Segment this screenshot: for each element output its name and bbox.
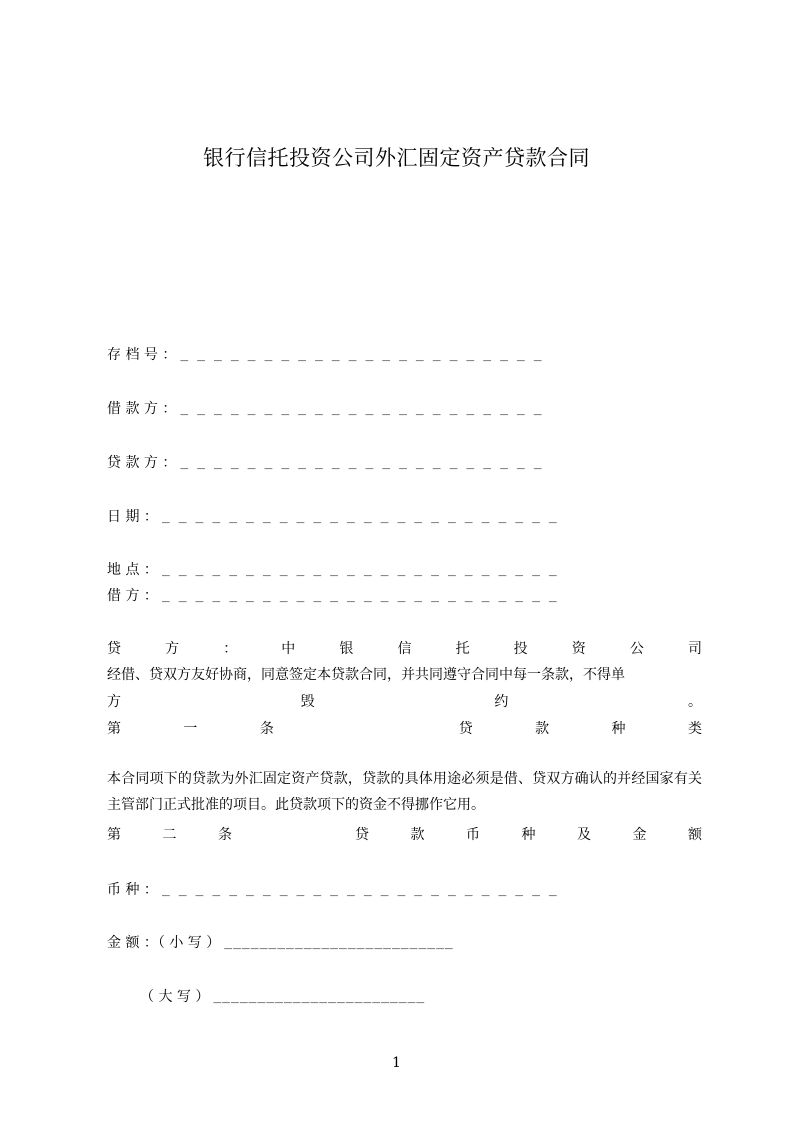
breach-row-char: 方 (107, 694, 121, 710)
article-2-char: 及 (577, 827, 591, 843)
lender-row-char: 公 (629, 641, 644, 657)
article-2-char: 币 (466, 827, 480, 843)
date-label: 日 期 ： (107, 509, 158, 525)
lender-party-row (107, 636, 702, 660)
lender-row-char: 方 (165, 641, 180, 657)
amount-small-label: 金 额 ：（ 小 写 ） (107, 935, 221, 951)
place-label: 地 点 ： (107, 562, 158, 578)
debit-party-label: 借 方 ： (107, 588, 158, 604)
article-1-char: 条 (259, 721, 274, 737)
breach-row-char: 约 (494, 694, 509, 710)
date-blank[interactable]: ________________________ (161, 508, 566, 524)
debit-party-field (107, 583, 702, 607)
article-2-char: 金 (632, 827, 647, 843)
lender-row-char: ： (223, 641, 238, 657)
place-field (107, 557, 702, 581)
intro-text: 经借、贷双方友好协商，同意签定本贷款合同，并共同遵守合同中每一条款，不得单 (107, 667, 625, 683)
lender-row-char: 资 (571, 641, 586, 657)
lender-row-char: 贷 (107, 641, 121, 657)
archive-no-label: 存 档 号 ： (107, 347, 177, 363)
borrower-label: 借 款 方 ： (107, 401, 177, 417)
article-1-char: 一 (183, 721, 198, 737)
article-2-char: 条 (218, 827, 232, 843)
article-2-char: 额 (688, 827, 702, 843)
borrower-field (107, 396, 702, 420)
lender-row-char: 司 (687, 641, 702, 657)
breach-row-char: 毁 (300, 694, 315, 710)
lender-field (107, 450, 702, 474)
lender-blank[interactable]: ______________________ (180, 454, 551, 470)
lender-row-char: 信 (397, 641, 412, 657)
lender-row-char: 中 (281, 641, 296, 657)
document-title: 银行信托投资公司外汇固定资产贷款合同 (203, 146, 590, 170)
article-2-char: 第 (107, 827, 121, 843)
archive-no-field (107, 342, 702, 366)
article-1-char: 贷 (458, 721, 473, 737)
currency-blank[interactable]: ________________________ (161, 881, 566, 897)
amount-small-blank[interactable]: __________________________ (224, 934, 454, 950)
article-1-text: 本合同项下的贷款为外汇固定资产贷款，贷款的具体用途必须是借、贷双方确认的并经国家有关主管部门正式批准的项目。此贷款项下的资金不得挪作它用。 (107, 771, 702, 813)
borrower-blank[interactable]: ______________________ (180, 400, 551, 416)
breach-row (107, 689, 702, 713)
currency-field (107, 877, 702, 901)
amount-small-field (107, 930, 702, 954)
breach-row-char: 。 (687, 694, 702, 710)
amount-big-field (140, 984, 702, 1008)
lender-row-char: 银 (339, 641, 354, 657)
article-1-char: 款 (535, 721, 550, 737)
article-2-char: 种 (521, 827, 536, 843)
lender-label: 贷 款 方 ： (107, 455, 177, 471)
article-1-char: 第 (107, 721, 121, 737)
article-2-char: 贷 (355, 827, 369, 843)
article-2-char: 款 (410, 827, 425, 843)
article-1-char: 种 (611, 721, 626, 737)
lender-row-char: 托 (455, 641, 470, 657)
debit-party-blank[interactable]: ________________________ (161, 587, 566, 603)
article-1-char: 类 (687, 721, 702, 737)
amount-big-label: （ 大 写 ） (140, 989, 210, 1005)
place-blank[interactable]: ________________________ (161, 561, 566, 577)
article-2-heading (107, 822, 702, 846)
page-number: 1 (392, 1055, 401, 1071)
date-field (107, 504, 702, 528)
currency-label: 币 种 ： (107, 882, 158, 898)
amount-big-blank[interactable]: ________________________ (213, 988, 426, 1004)
lender-row-char: 投 (513, 641, 528, 657)
article-1-heading (107, 716, 702, 740)
archive-no-blank[interactable]: ______________________ (180, 346, 551, 362)
article-2-char: 二 (162, 827, 177, 843)
